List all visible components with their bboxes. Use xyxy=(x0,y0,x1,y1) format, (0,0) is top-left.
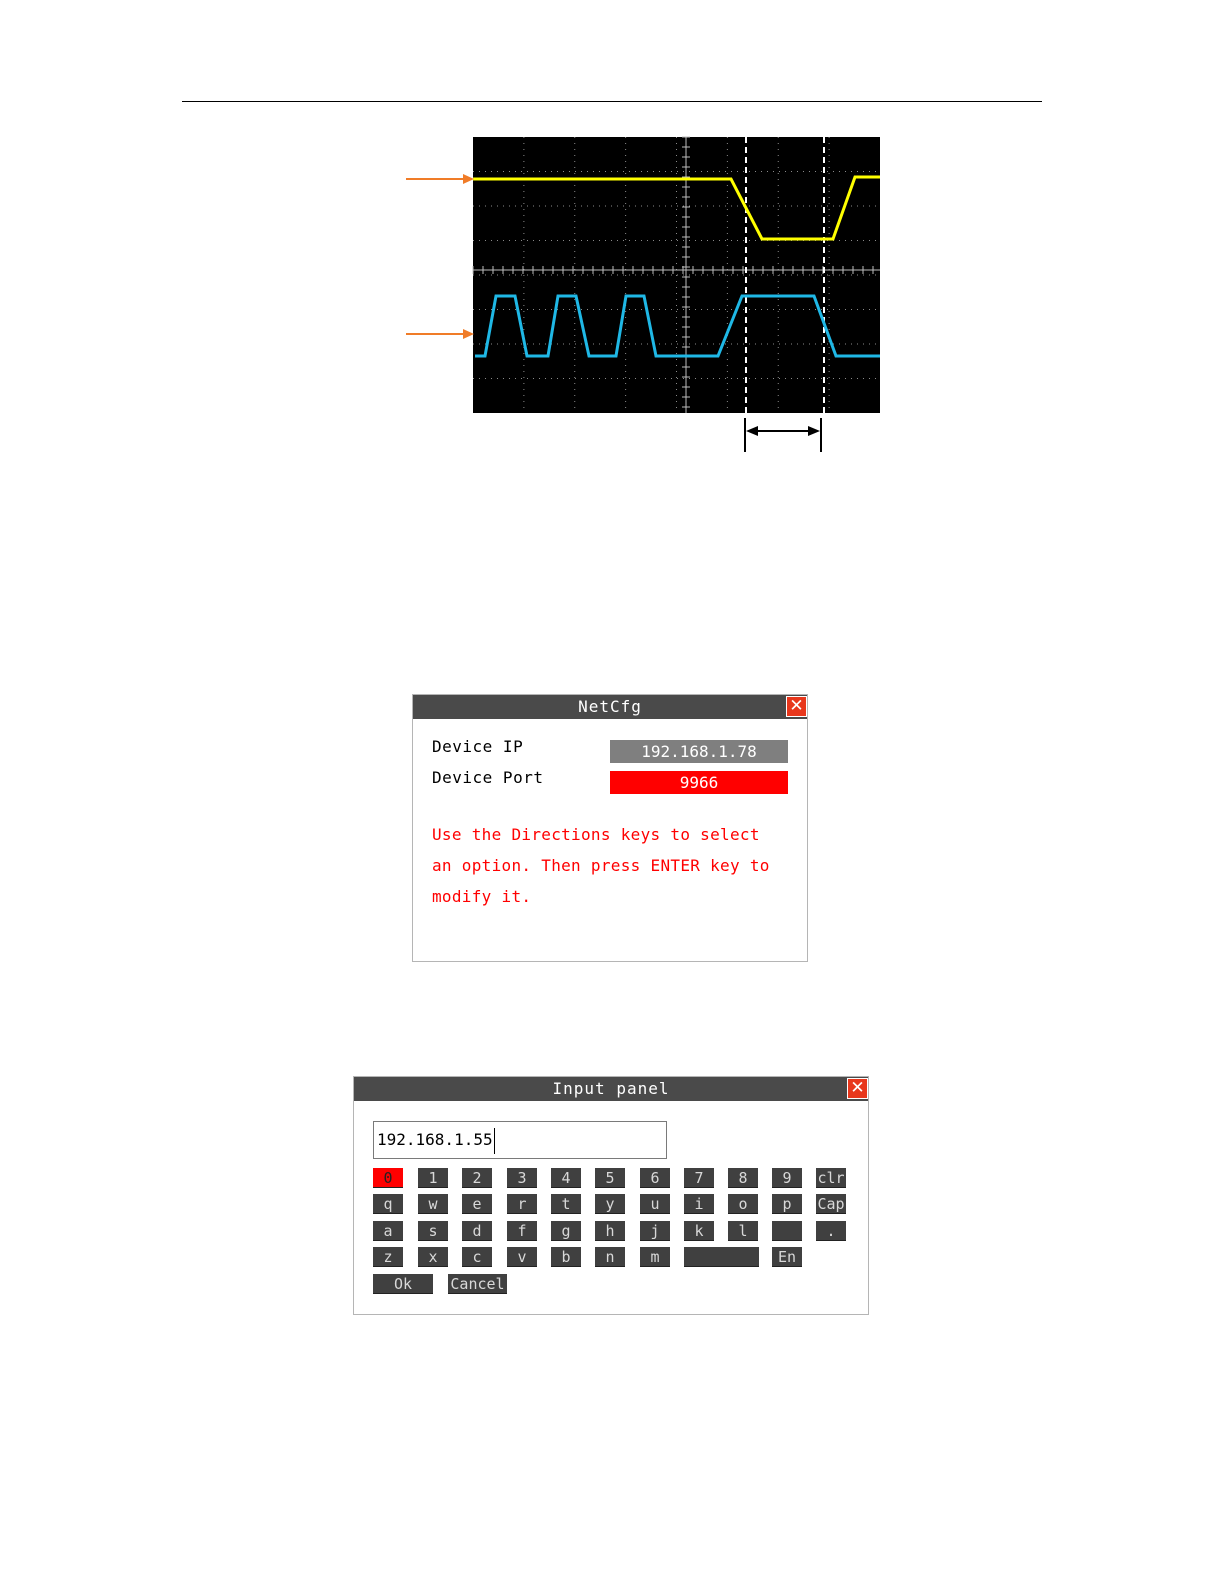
channel-marker-arrowhead xyxy=(463,174,474,184)
key-en[interactable]: En xyxy=(772,1247,802,1267)
span-arrowhead-left xyxy=(746,426,758,436)
key-o[interactable]: o xyxy=(728,1194,758,1214)
key-l[interactable]: l xyxy=(728,1221,758,1241)
ok-button[interactable]: Ok xyxy=(373,1274,433,1294)
key-j[interactable]: j xyxy=(640,1221,670,1241)
input-panel-dialog xyxy=(353,1076,869,1315)
key-1[interactable]: 1 xyxy=(418,1168,448,1188)
netcfg-hint-text: Use the Directions keys to select an option. Then press ENTER key to modify it. xyxy=(432,825,770,906)
device-ip-field[interactable]: 192.168.1.78 xyxy=(610,740,788,763)
key-q[interactable]: q xyxy=(373,1194,403,1214)
key-u[interactable]: u xyxy=(640,1194,670,1214)
key-b[interactable]: b xyxy=(551,1247,581,1267)
netcfg-dialog xyxy=(412,694,808,962)
key-p[interactable]: p xyxy=(772,1194,802,1214)
key-f[interactable]: f xyxy=(507,1221,537,1241)
span-arrowhead-right xyxy=(808,426,820,436)
close-icon[interactable]: ✕ xyxy=(847,1078,868,1099)
key-cap[interactable]: Cap xyxy=(817,1195,845,1213)
key-w[interactable]: w xyxy=(418,1194,448,1214)
key-space[interactable] xyxy=(684,1247,759,1267)
device-ip-label: Device IP xyxy=(432,737,524,756)
key-k[interactable]: k xyxy=(684,1221,714,1241)
key-dot[interactable]: . xyxy=(816,1221,846,1241)
key-a[interactable]: a xyxy=(373,1221,403,1241)
device-port-label: Device Port xyxy=(432,768,544,787)
device-port-field[interactable]: 9966 xyxy=(610,771,788,794)
key-c[interactable]: c xyxy=(462,1247,492,1267)
key-6[interactable]: 6 xyxy=(640,1168,670,1188)
close-icon[interactable]: ✕ xyxy=(786,696,807,717)
key-4[interactable]: 4 xyxy=(551,1168,581,1188)
text-cursor xyxy=(494,1128,495,1154)
key-e[interactable]: e xyxy=(462,1194,492,1214)
key-d[interactable]: d xyxy=(462,1221,492,1241)
key-m[interactable]: m xyxy=(640,1247,670,1267)
key-v[interactable]: v xyxy=(507,1247,537,1267)
key-i[interactable]: i xyxy=(684,1194,714,1214)
key-7[interactable]: 7 xyxy=(684,1168,714,1188)
key-y[interactable]: y xyxy=(595,1194,625,1214)
key-3[interactable]: 3 xyxy=(507,1168,537,1188)
oscilloscope-figure xyxy=(0,0,1225,460)
key-5[interactable]: 5 xyxy=(595,1168,625,1188)
key-n[interactable]: n xyxy=(595,1247,625,1267)
key-clr[interactable]: clr xyxy=(817,1169,845,1187)
input-panel-title: Input panel xyxy=(354,1077,868,1101)
key-s[interactable]: s xyxy=(418,1221,448,1241)
text-input-field[interactable] xyxy=(373,1121,667,1159)
key-g[interactable]: g xyxy=(551,1221,581,1241)
cursor-span-arrow xyxy=(745,418,821,452)
key-blank[interactable] xyxy=(772,1221,802,1241)
key-z[interactable]: z xyxy=(373,1247,403,1267)
key-2[interactable]: 2 xyxy=(462,1168,492,1188)
channel-markers xyxy=(406,174,474,339)
key-9[interactable]: 9 xyxy=(772,1168,802,1188)
key-t[interactable]: t xyxy=(551,1194,581,1214)
key-h[interactable]: h xyxy=(595,1221,625,1241)
channel-marker-arrowhead xyxy=(463,329,474,339)
key-x[interactable]: x xyxy=(418,1247,448,1267)
cancel-button[interactable]: Cancel xyxy=(448,1274,507,1294)
key-8[interactable]: 8 xyxy=(728,1168,758,1188)
input-value: 192.168.1.55 xyxy=(377,1130,493,1149)
key-r[interactable]: r xyxy=(507,1194,537,1214)
key-0[interactable]: 0 xyxy=(373,1168,403,1188)
netcfg-title: NetCfg xyxy=(413,695,807,719)
